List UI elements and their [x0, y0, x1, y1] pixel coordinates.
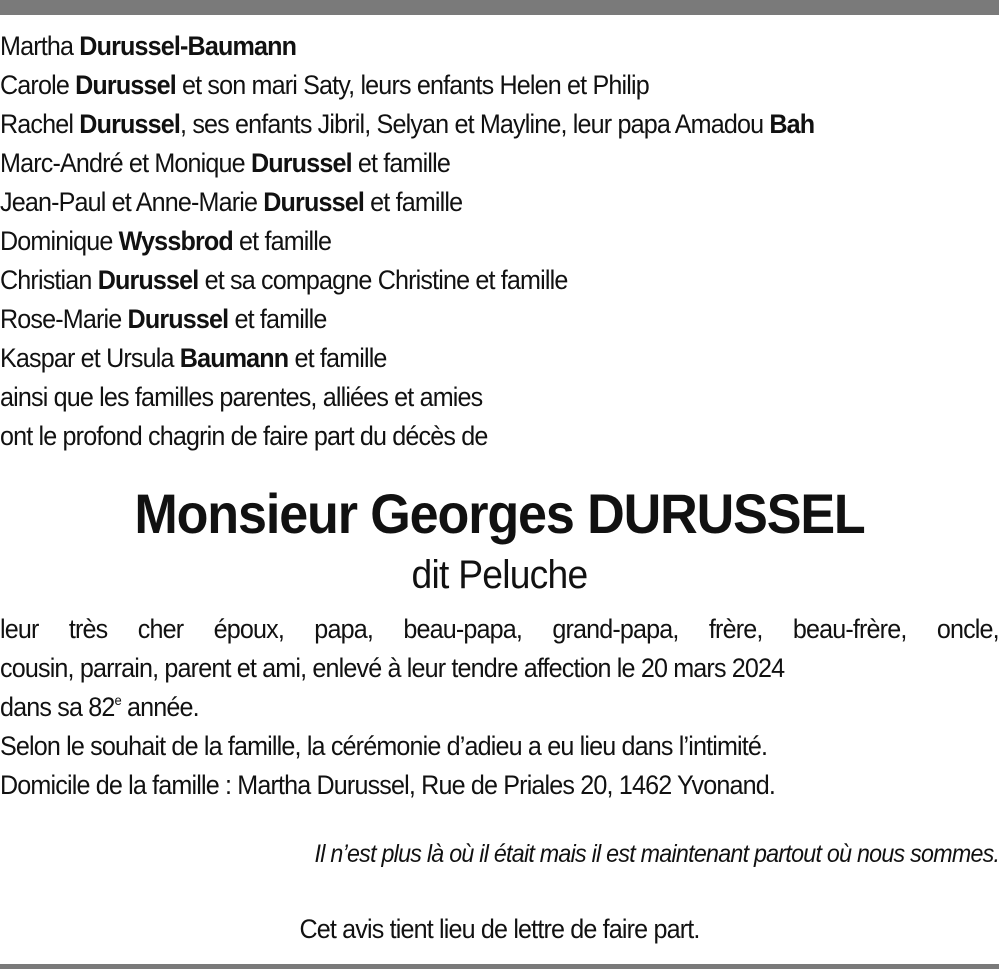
word: grand-papa,	[552, 614, 679, 644]
description-line: dans sa 82e année.	[0, 692, 199, 722]
word: oncle,	[936, 614, 999, 644]
top-rule	[0, 0, 999, 15]
family-line: Carole Durussel et son mari Saty, leurs enfants Helen et Philip	[0, 70, 649, 100]
family-line: Marc-André et Monique Durussel et famille	[0, 148, 450, 178]
word: leur	[0, 614, 39, 644]
family-list	[0, 27, 999, 378]
family-line: Jean-Paul et Anne-Marie Durussel et famille	[0, 187, 463, 217]
family-line: Christian Durussel et sa compagne Christine et famille	[0, 265, 568, 295]
family-line: Rachel Durussel, ses enfants Jibril, Selyan et Mayline, leur papa Amadou Bah	[0, 109, 815, 139]
family-line: Kaspar et Ursula Baumann et famille	[0, 343, 387, 373]
deceased-name: Monsieur Georges DURUSSEL	[134, 482, 865, 545]
ceremony-line: Selon le souhait de la famille, la cérémonie d’adieu a eu lieu dans l’intimité.	[0, 731, 768, 761]
family-line: Martha Durussel-Baumann	[0, 31, 297, 61]
family-line: Dominique Wyssbrod et famille	[0, 226, 332, 256]
word: papa,	[314, 614, 373, 644]
obituary-notice	[0, 27, 999, 805]
bottom-rule	[0, 964, 999, 969]
intro-line: ont le profond chagrin de faire part du décès de	[0, 421, 488, 451]
deceased-nickname: dit Peluche	[411, 553, 588, 597]
closing-note: Cet avis tient lieu de lettre de faire part.	[299, 914, 700, 944]
word: époux,	[213, 614, 284, 644]
word: beau-frère,	[792, 614, 907, 644]
description-line: cousin, parrain, parent et ami, enlevé à leur tendre affection le 20 mars 2024	[0, 653, 785, 683]
word: beau-papa,	[403, 614, 523, 644]
intro-line: ainsi que les familles parentes, alliées et amies	[0, 382, 483, 412]
description-line	[0, 610, 999, 649]
word: frère,	[708, 614, 763, 644]
description-paragraph	[0, 610, 999, 805]
family-line: Rose-Marie Durussel et famille	[0, 304, 327, 334]
memorial-quote: Il n’est plus là où il était mais il est maintenant partout où nous sommes.	[314, 840, 999, 868]
family-address-line: Domicile de la famille : Martha Durussel, Rue de Priales 20, 1462 Yvonand.	[0, 770, 776, 800]
word: cher	[137, 614, 184, 644]
word: très	[68, 614, 108, 644]
